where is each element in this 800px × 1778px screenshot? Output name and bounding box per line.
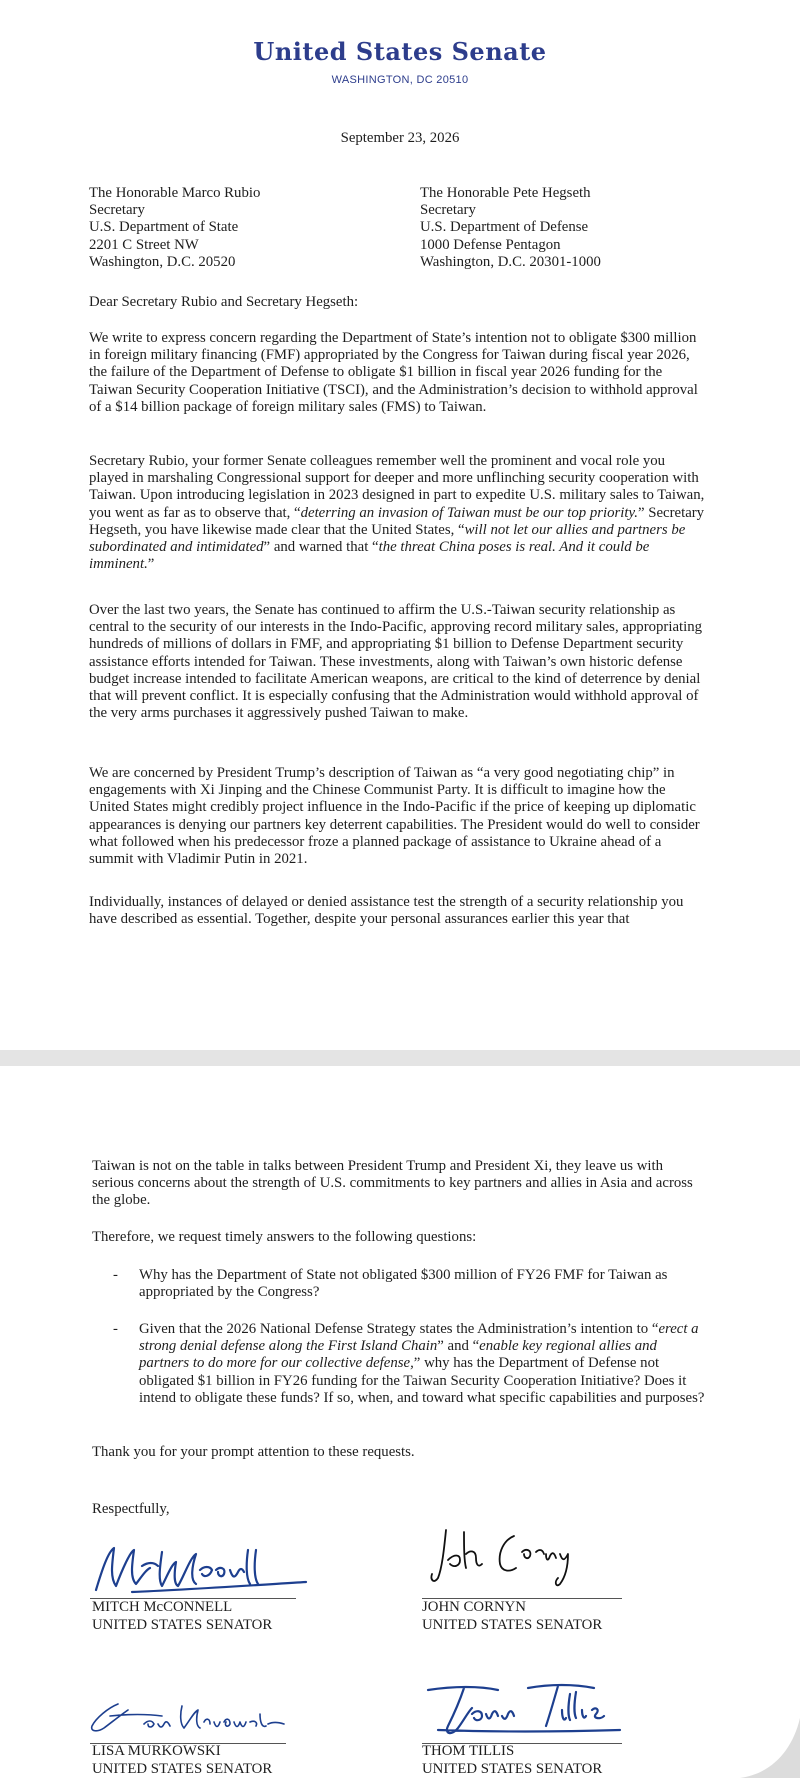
quote-rubio: deterring an invasion of Taiwan must be our top priority.: [300, 504, 638, 521]
signatory-name: JOHN CORNYN: [422, 1599, 526, 1615]
recipient-name: The Honorable Pete Hegseth: [420, 185, 591, 201]
signature-tillis: [424, 1680, 624, 1742]
signatory-cornyn: [422, 1598, 602, 1634]
closing: Respectfully,: [92, 1501, 170, 1517]
letterhead-subtitle: WASHINGTON, DC 20510: [331, 74, 469, 86]
signature-murkowski: [88, 1694, 288, 1738]
paragraph-7: Therefore, we request timely answers to the following questions:: [92, 1229, 477, 1245]
recipient-city: Washington, D.C. 20301-1000: [420, 253, 601, 270]
recipient-address-hegseth: [420, 185, 601, 271]
letterhead-title: United States Senate: [253, 37, 547, 66]
recipient-department: U.S. Department of Defense: [420, 219, 589, 236]
paragraph-4: We are concerned by President Trump’s description of Taiwan as “a very good negotiating chip” in engagements with Xi Jinping and the Chinese Communist Party. It is difficult to imagine how the United States might credibly project influence in the Indo-Pacific if the price of keeping up diplomatic appearances is denying our partners key deterrent capabilities. The President would do well to consider what followed when his predecessor froze a planned package of assistance to Ukraine ahead of a summit with Vladimir Putin in 2021.: [89, 765, 700, 868]
letter-page-2: [0, 1066, 800, 1778]
recipient-street: 1000 Defense Pentagon: [420, 236, 561, 253]
nds-quote-2: enable key regional allies and partners to do more for our collective defense,: [139, 1338, 657, 1372]
signatory-title: UNITED STATES SENATOR: [422, 1617, 603, 1633]
page-corner-shadow: [740, 1718, 800, 1778]
bullet-marker: -: [113, 1321, 118, 1337]
paragraph-2-text-b: ” Secretary Hegseth, you have likewise made clear that the United States, “: [89, 504, 705, 538]
quote-hegseth-2: the threat China poses is real. And it could be imminent.: [89, 539, 650, 573]
quote-hegseth-1: will not let our allies and partners be subordinated and intimidated: [89, 521, 686, 556]
paragraph-2-text-a: Secretary Rubio, your former Senate colleagues remember well the prominent and vocal role you played in marshaling Congressional support for deeper and more unflinching security cooperation with Taiwan. Upon introducing legislation in 2023 designed in part to expedite U.S. military sales to Taiwan, you went as far as to observe that, “: [89, 453, 705, 521]
signatory-title: UNITED STATES SENATOR: [422, 1761, 603, 1777]
paragraph-3: Over the last two years, the Senate has continued to affirm the U.S.-Taiwan security relationship as central to the security of our interests in the Indo-Pacific, approving record military sales, appropriating hundreds of millions of dollars in FMF, and appropriating $1 billion to Defense Department security assistance efforts intended for Taiwan. These investments, along with Taiwan’s own historic defense budget increase intended to facilitate American weapons, are critical to the kind of deterrence by denial that will prevent conflict. It is especially confusing that the Administration would withhold approval of the very arms purchases it aggressively pushed Taiwan to make.: [89, 602, 703, 722]
paragraph-2: [89, 453, 705, 573]
paragraph-8: Thank you for your prompt attention to these requests.: [92, 1444, 415, 1460]
recipient-title: Secretary: [89, 202, 145, 219]
recipient-city: Washington, D.C. 20520: [89, 253, 236, 270]
signatory-name: LISA MURKOWSKI: [92, 1743, 221, 1759]
signatory-tillis: [422, 1742, 602, 1778]
recipient-department: U.S. Department of State: [89, 219, 239, 236]
recipient-title: Secretary: [420, 202, 476, 219]
signatory-murkowski: [92, 1742, 272, 1778]
signature-cornyn: [428, 1524, 608, 1594]
paragraph-2-text-d: ”: [147, 556, 155, 573]
bullet-marker: -: [113, 1267, 118, 1283]
signatory-title: UNITED STATES SENATOR: [92, 1617, 273, 1633]
recipient-name: The Honorable Marco Rubio: [89, 185, 261, 201]
question-2-text-c: ” why has the Department of Defense not obligated $1 billion in FY26 funding for the Taiwan Security Cooperation Initiative? Does it intend to obligate these funds? If so, when, and toward what specific capabilities and purposes?: [139, 1355, 705, 1406]
signatory-title: UNITED STATES SENATOR: [92, 1761, 273, 1777]
paragraph-1: We write to express concern regarding the Department of State’s intention not to obligate $300 million in foreign military financing (FMF) appropriated by the Congress for Taiwan during fiscal year 2026, the failure of the Department of Defense to obligate $1 billion in fiscal year 2026 funding for the Taiwan Security Cooperation Initiative (TSCI), and the Administration’s decision to withhold approval of a $14 billion package of foreign military sales (FMS) to Taiwan.: [89, 330, 698, 415]
recipient-street: 2201 C Street NW: [89, 236, 199, 253]
question-1: Why has the Department of State not obligated $300 million of FY26 FMF for Taiwan as appropriated by the Congress?: [139, 1267, 668, 1301]
salutation: Dear Secretary Rubio and Secretary Hegseth:: [89, 294, 359, 310]
question-2-text-a: Given that the 2026 National Defense Strategy states the Administration’s intention to “: [139, 1321, 659, 1337]
question-2: [139, 1321, 709, 1407]
question-2-text-b: ” and “: [437, 1338, 480, 1355]
recipient-address-rubio: [89, 185, 260, 271]
nds-quote-1: erect a strong denial defense along the First Island Chain: [139, 1321, 699, 1355]
letter-date: September 23, 2026: [340, 130, 460, 146]
paragraph-5: Individually, instances of delayed or denied assistance test the strength of a security relationship you have described as essential. Together, despite your personal assurances earlier this year that: [89, 894, 684, 928]
signatory-mcconnell: [92, 1598, 272, 1634]
signatory-name: THOM TILLIS: [422, 1743, 515, 1759]
paragraph-2-text-c: ” and warned that “: [263, 539, 379, 556]
paragraph-6: Taiwan is not on the table in talks between President Trump and President Xi, they leave us with serious concerns about the strength of U.S. commitments to key partners and allies in Asia and across the globe.: [92, 1158, 693, 1209]
signature-mcconnell: [92, 1540, 312, 1600]
signatory-name: MITCH McCONNELL: [92, 1599, 233, 1615]
